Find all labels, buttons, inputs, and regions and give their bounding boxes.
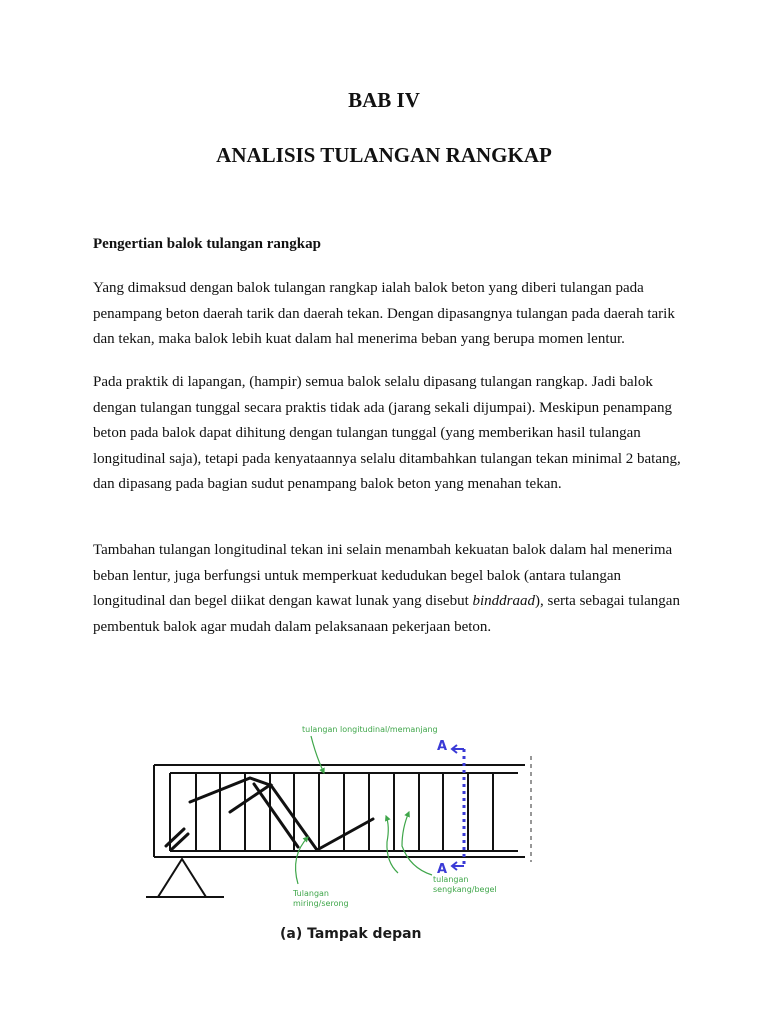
section-label-top: A [437, 739, 448, 754]
paragraph-3 [93, 538, 683, 640]
label-longitudinal: tulangan longitudinal/memanjang [302, 725, 438, 734]
paragraph-3-italic-term: binddraad [472, 593, 536, 610]
paragraph-3-text-a: Tambahan tulangan longitudinal tekan ini selain menambah kekuatan balok dalam hal menerima beban lentur, juga berfungsi untuk memperkuat kedudukan begel balok (antara tulangan longitudinal dan begel diikat dengan kawat lunak yang disebut [93, 542, 673, 610]
beam-figure [140, 716, 540, 946]
chapter-heading: BAB IV [348, 88, 420, 112]
label-miring-line1: Tulangan [293, 889, 329, 898]
section-label-bottom: A [437, 862, 448, 877]
beam-diagram [140, 716, 540, 946]
label-miring-line2: miring/serong [293, 899, 349, 908]
stirrups [196, 773, 493, 851]
beam-outline [154, 765, 525, 857]
label-sengkang-line2: sengkang/begel [433, 885, 497, 894]
document-title: ANALISIS TULANGAN RANGKAP [216, 143, 552, 167]
paragraph-2: Pada praktik di lapangan, (hampir) semua balok selalu dipasang tulangan rangkap. Jadi balok dengan tulangan tunggal secara praktis tidak ada (jarang sekali dijumpai). Meskipun penampang beton pada balok dapat dihitung dengan tulangan tunggal (yang memberikan hasil tulangan longitudinal saja), tetapi pada kenyataannya selalu ditambahkan tulangan tekan minimal 2 batang, dan dipasang pada bagian sudut penampang balok beton yang menahan tekan. [93, 374, 681, 493]
figure-caption: (a) Tampak depan [280, 926, 422, 942]
paragraph-3-text-b: ), serta sebagai tulangan pembentuk balok agar mudah dalam pelaksanaan pekerjaan beton. [93, 593, 680, 635]
paragraph-1: Yang dimaksud dengan balok tulangan rangkap ialah balok beton yang diberi tulangan pada penampang beton daerah tarik dan daerah tekan. Dengan dipasangnya tulangan pada daerah tarik dan tekan, maka balok lebih kuat dalam hal menerima beban yang berupa momen lentur. [93, 280, 675, 348]
support-triangle [158, 859, 206, 897]
annotation-arrows [296, 736, 432, 884]
support [146, 859, 224, 897]
label-sengkang-line1: tulangan [433, 875, 469, 884]
section-heading: Pengertian balok tulangan rangkap [93, 236, 321, 252]
